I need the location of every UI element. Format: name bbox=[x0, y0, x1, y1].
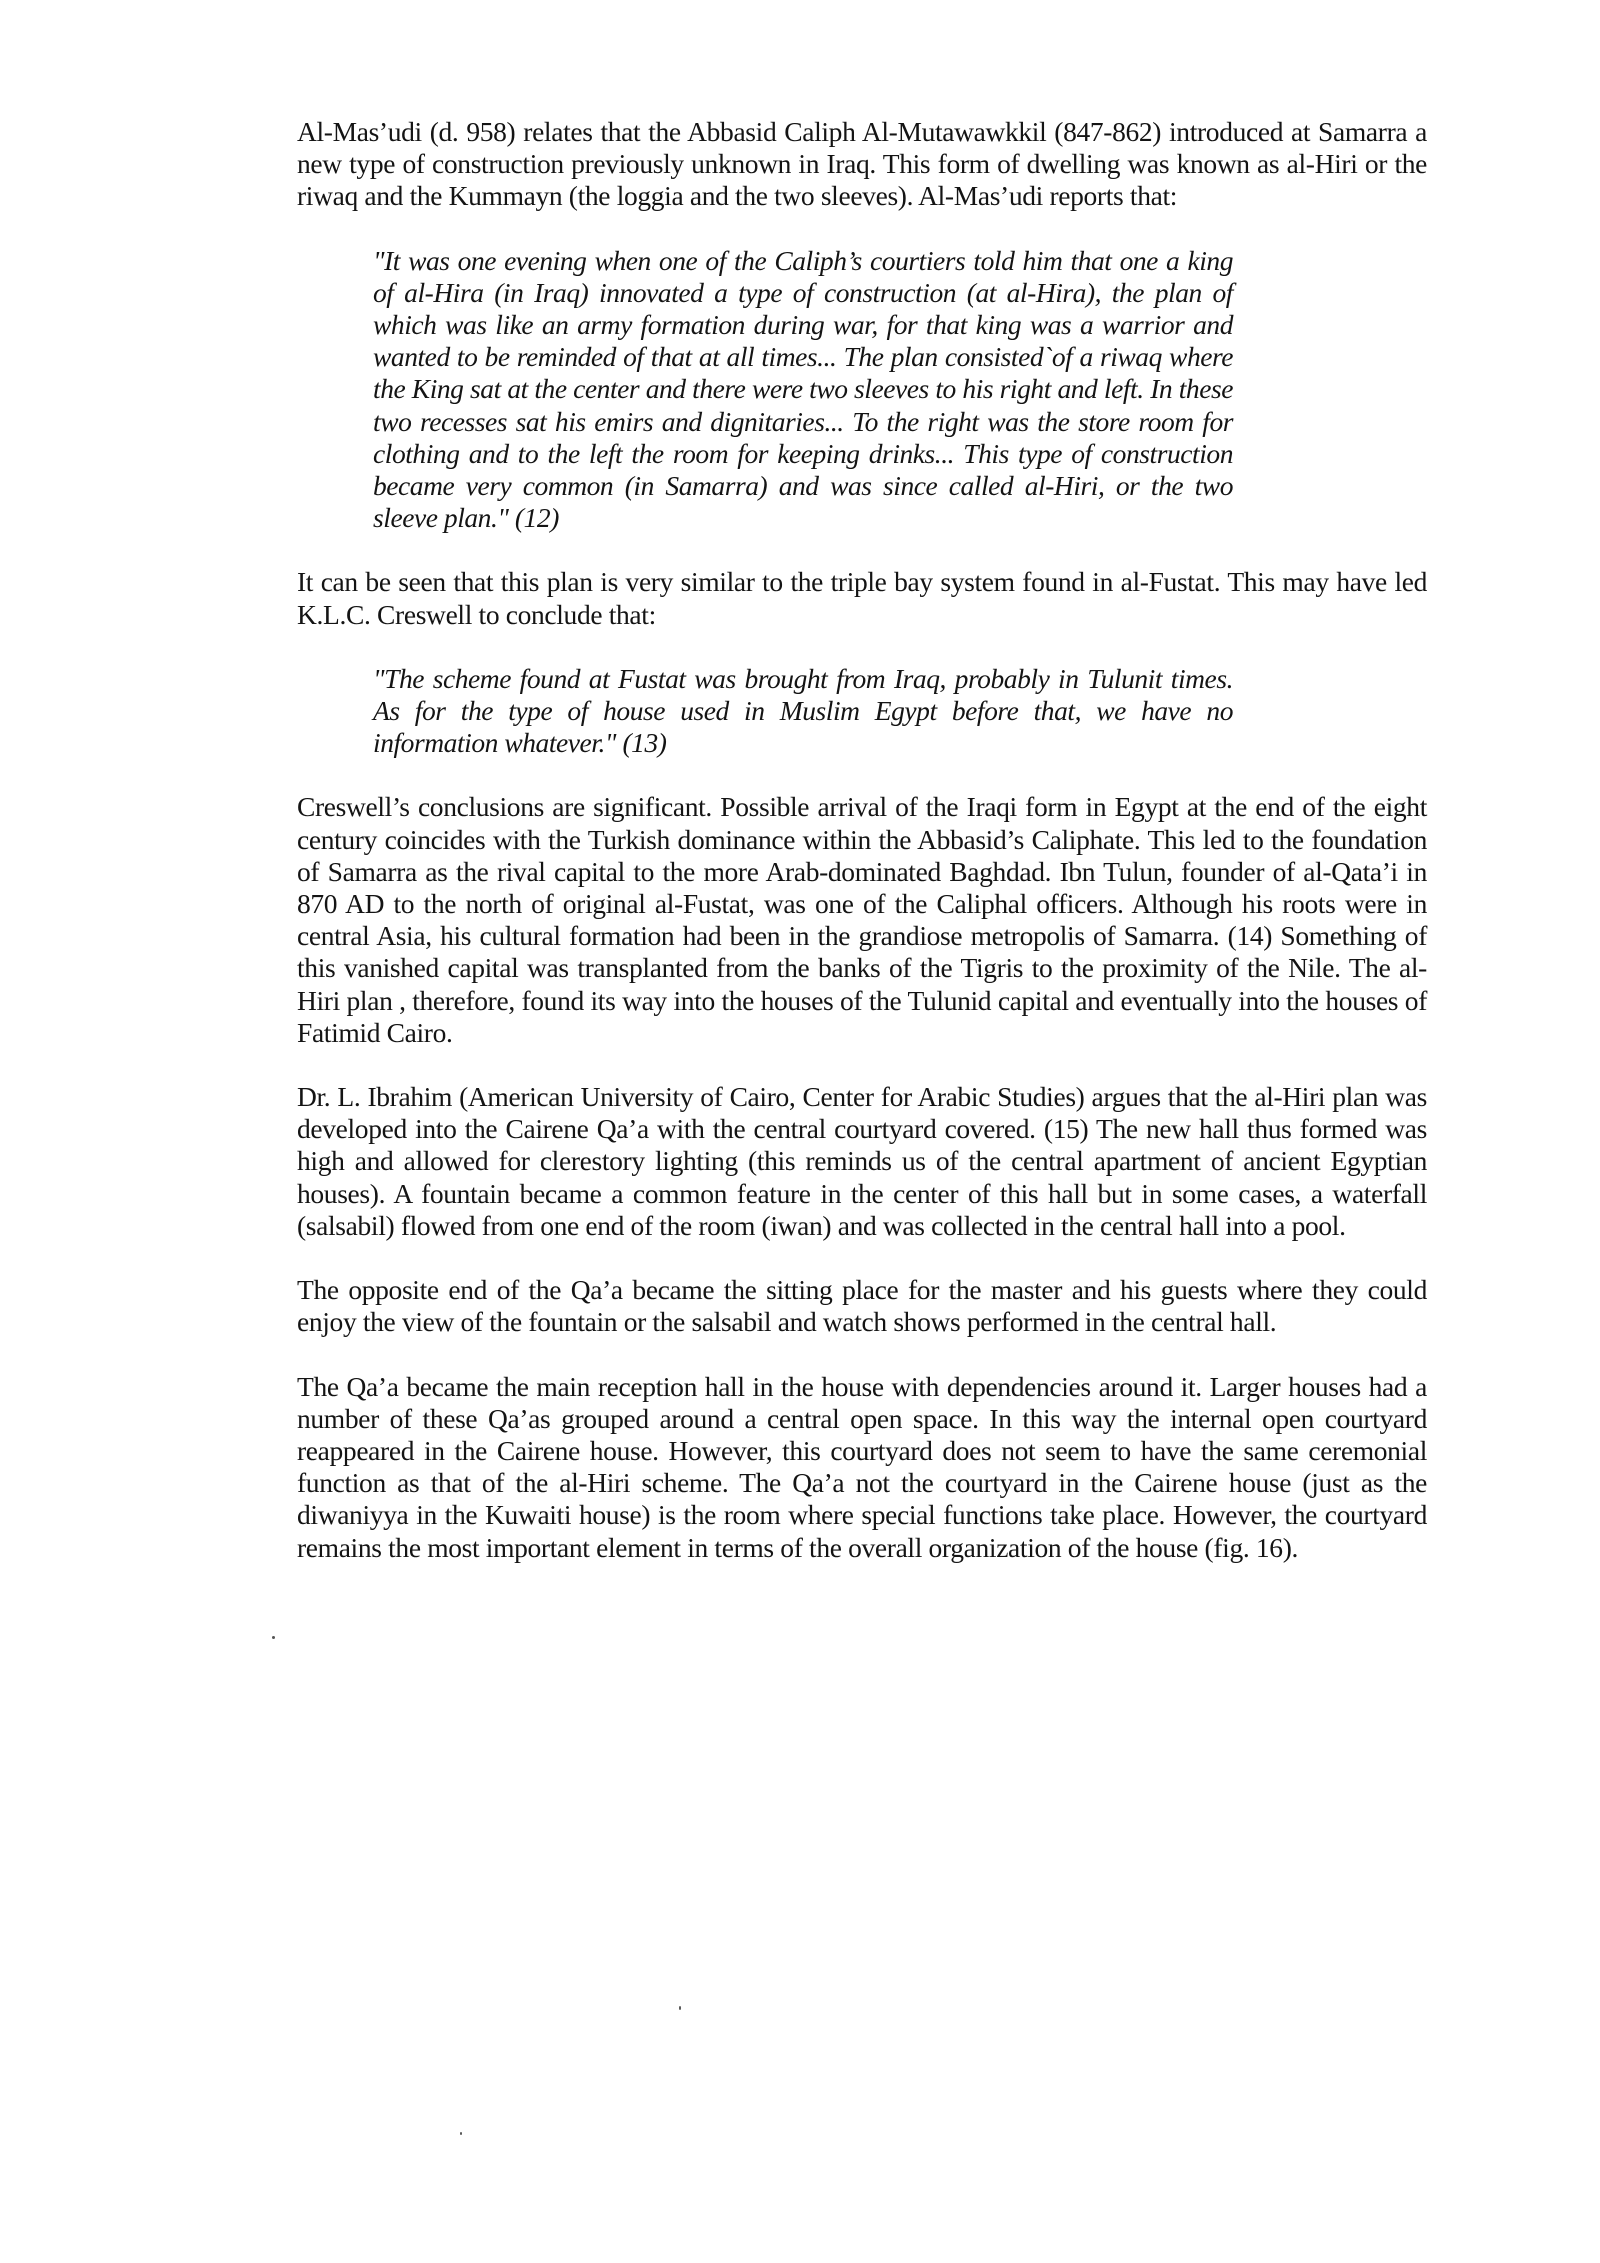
paragraph-creswell-intro: It can be seen that this plan is very similar to the triple bay system found in al-Fustat. This may have led K.L.C. Creswell to conclude that: bbox=[297, 566, 1427, 630]
scan-speck bbox=[679, 2006, 681, 2010]
paragraph-qaa-sitting-place: The opposite end of the Qa’a became the sitting place for the master and his guests where they could enjoy the view of the fountain or the salsabil and watch shows performed in the central hall. bbox=[297, 1274, 1427, 1338]
document-page bbox=[297, 116, 1427, 1596]
paragraph-qaa-reception-hall: The Qa’a became the main reception hall in the house with dependencies around it. Larger houses had a number of these Qa’as grouped around a central open space. In this way the internal open courtyard reappeared in the Cairene house. However, this courtyard does not seem to have the same ceremonial function as that of the al-Hiri scheme. The Qa’a not the courtyard in the Cairene house (just as the diwaniyya in the Kuwaiti house) is the room where special functions take place. However, the courtyard remains the most important element in terms of the overall organization of the house (fig. 16). bbox=[297, 1370, 1427, 1563]
scan-speck bbox=[460, 2132, 462, 2135]
paragraph-creswell-conclusions: Creswell’s conclusions are significant. Possible arrival of the Iraqi form in Egypt at the end of the eight century coincides with the Turkish dominance within the Abbasid’s Caliphate. This led to the foundation of Samarra as the rival capital to the more Arab-dominated Baghdad. Ibn Tulun, founder of al-Qata’i in 870 AD to the north of original al-Fustat, was one of the Caliphal officers. Although his roots were in central Asia, his cultural formation had been in the grandiose metropolis of Samarra. (14) Something of this vanished capital was transplanted from the banks of the Tigris to the proximity of the Nile. The al-Hiri plan , therefore, found its way into the houses of the Tulunid capital and eventually into the houses of Fatimid Cairo. bbox=[297, 791, 1427, 1048]
blockquote-al-masudi: "It was one evening when one of the Caliph’s courtiers told him that one a king of al-Hira (in Iraq) innovated a type of construction (at al-Hira), the plan of which was like an army formation during war, for that king was a warrior and wanted to be reminded of that at all times... The plan consisted`of a riwaq where the King sat at the center and there were two sleeves to his right and left. In these two recesses sat his emirs and dignitaries... To the right was the store room for clothing and to the left the room for keeping drinks... This type of construction became very common (in Samarra) and was since called al-Hiri, or the two sleeve plan." (12) bbox=[373, 244, 1233, 534]
blockquote-creswell: "The scheme found at Fustat was brought from Iraq, probably in Tulunit times. As for the type of house used in Muslim Egypt before that, we have no information whatever." (13) bbox=[373, 662, 1233, 759]
scan-speck bbox=[272, 1636, 275, 1639]
paragraph-ibrahim-argument: Dr. L. Ibrahim (American University of Cairo, Center for Arabic Studies) argues that the al-Hiri plan was developed into the Cairene Qa’a with the central courtyard covered. (15) The new hall thus formed was high and allowed for clerestory lighting (this reminds us of the central apartment of ancient Egyptian houses). A fountain became a common feature in the center of this hall but in some cases, a waterfall (salsabil) flowed from one end of the room (iwan) and was collected in the central hall into a pool. bbox=[297, 1081, 1427, 1241]
paragraph-al-masudi-intro: Al-Mas’udi (d. 958) relates that the Abbasid Caliph Al-Mutawawkkil (847-862) introduced at Samarra a new type of construction previously unknown in Iraq. This form of dwelling was known as al-Hiri or the riwaq and the Kummayn (the loggia and the two sleeves). Al-Mas’udi reports that: bbox=[297, 116, 1427, 212]
